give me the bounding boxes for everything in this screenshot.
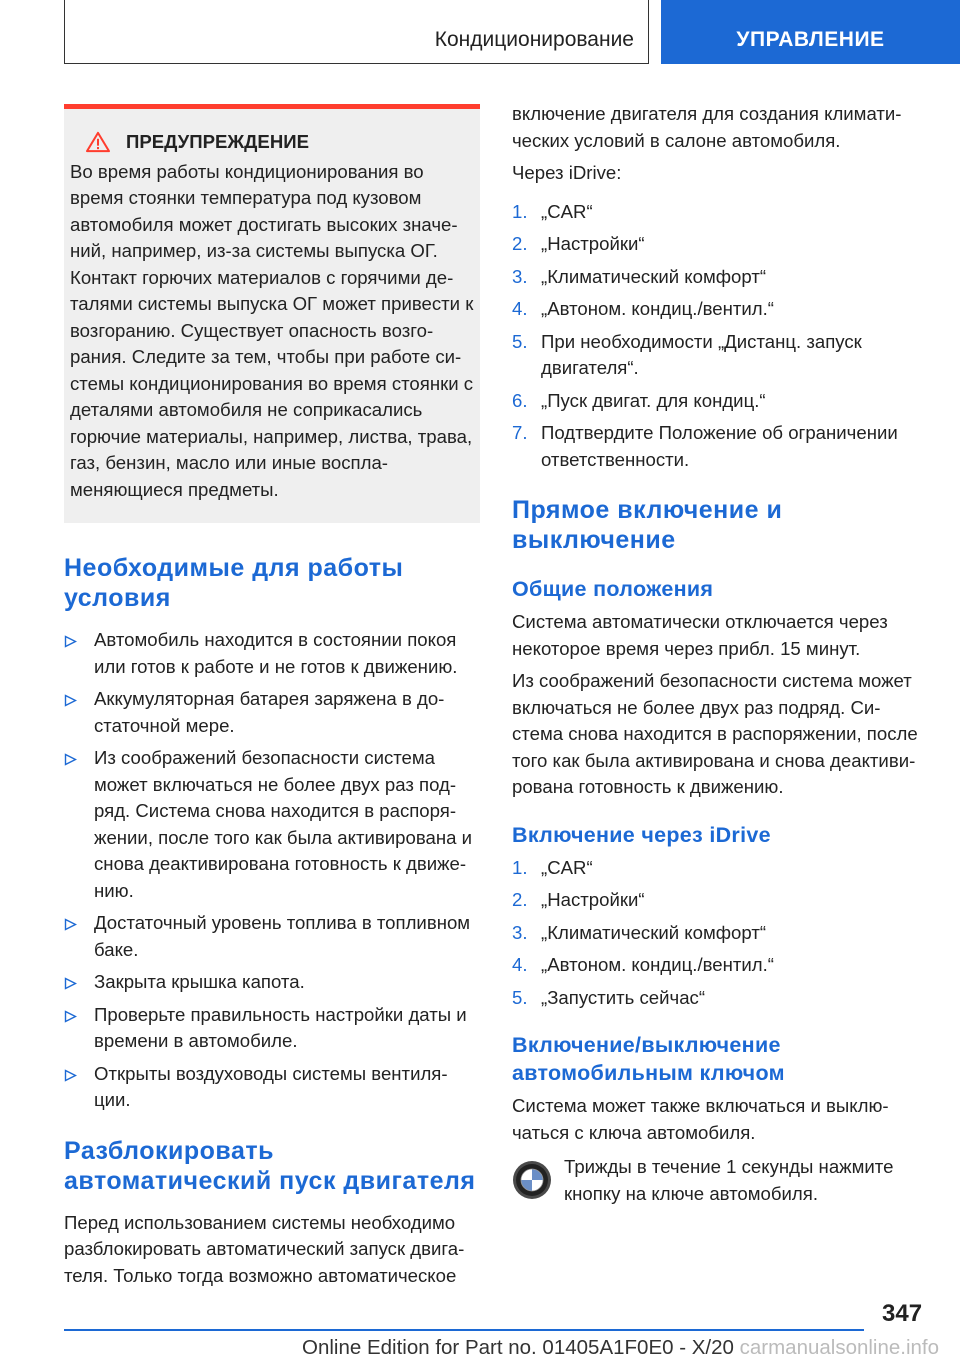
direct-heading: Прямое включение и выключение [512, 496, 783, 554]
list-item: 7. Подтвердите Положение об ограничении ответственности. [512, 422, 898, 470]
footer-watermark: carmanualsonline.info [739, 1336, 940, 1359]
triangle-bullet-icon [64, 977, 77, 990]
footer-edition-text: Online Edition for Part no. 01405A1F0E0 - X/20 [302, 1336, 734, 1359]
general-heading: Общие положения [512, 577, 714, 601]
triangle-bullet-icon [64, 694, 77, 707]
warning-text: Во время работы кондиционирования во время стоянки температура под кузовом автомобиля может достигать высоких значе-ний, например, из-за системы выпуска ОГ. Контакт горючих материалов с горячими де-талями системы выпуска ОГ может привести к возгоранию. Существует опасность возго-рания. Следите за тем, чтобы при работе си-стемы кондиционирования во время стоянки с деталями автомобиля не соприкасались горючие материалы, например, листва, трава, газ, бензин, масло или иные воспла-меняющиеся предметы. [70, 160, 474, 500]
triangle-bullet-icon [64, 918, 77, 931]
unlock-text: Перед использованием системы необходимо разблокировать автоматический запуск двига-теля. Только тогда возможно автоматическое [64, 1211, 465, 1286]
list-item: 5. При необходимости „Дистанц. запуск двигателя“. [512, 330, 862, 378]
general-text-1: Система автоматически отключается через некоторое время через прибл. 15 минут. [512, 611, 888, 659]
list-item: 1. „CAR“ [512, 856, 593, 878]
unlock-via: Через iDrive: [512, 162, 622, 183]
list-item: 3. „Климатический комфорт“ [512, 921, 767, 943]
triangle-bullet-icon [64, 753, 77, 766]
page-number: 347 [882, 1300, 923, 1327]
header-section-box [64, 0, 649, 64]
unlock-steps [512, 199, 930, 474]
unlock-continuation: включение двигателя для создания климати-ческих условий в салоне автомобиля. [512, 103, 902, 151]
list-item: 3. „Климатический комфорт“ [512, 265, 767, 287]
warning-triangle-icon [84, 131, 112, 153]
list-item: Автомобиль находится в состоянии покоя или готов к работе и не готов к движению. [64, 627, 480, 680]
list-item: Проверьте правильность настройки даты и времени в автомобиле. [64, 1002, 480, 1055]
list-item: Аккумуляторная батарея заряжена в до-статочной мере. [64, 686, 480, 739]
warning-title: ПРЕДУПРЕЖДЕНИЕ [126, 131, 310, 152]
list-item: 4. „Автоном. кондиц./вентил.“ [512, 298, 774, 319]
triangle-bullet-icon [64, 1010, 77, 1023]
footer-edition [302, 1336, 939, 1360]
footer-divider [64, 1329, 864, 1331]
list-item: Из соображений безопасности система может включаться не более двух раз под-ряд. Система снова находится в распоря-жении, после того как была активирована и снова деактивирована готовность к движе-нию. [64, 745, 480, 904]
header-chapter-tab [661, 0, 960, 64]
idrive-heading: Включение через iDrive [512, 822, 771, 847]
list-item: Закрыта крышка капота. [64, 969, 480, 996]
conditions-heading: Необходимые для работы условия [64, 554, 404, 612]
key-text: Система может также включаться и выклю-чаться с ключа автомобиля. [512, 1095, 889, 1143]
list-item: 5. „Запустить сейчас“ [512, 986, 706, 1008]
right-column [512, 101, 930, 1207]
header-chapter-title: УПРАВЛЕНИЕ [736, 28, 885, 51]
list-item: Открыты воздуховоды системы вентиля-ции. [64, 1061, 480, 1114]
idrive-steps [512, 855, 930, 1012]
warning-header [70, 129, 474, 156]
bmw-key-button-icon [512, 1160, 552, 1200]
unlock-heading: Разблокировать автоматический пуск двигателя [64, 1136, 476, 1195]
header-section-title: Кондиционирование [434, 28, 634, 51]
list-item: Достаточный уровень топлива в топливном баке. [64, 910, 480, 963]
warning-box [64, 104, 480, 523]
list-item: 2. „Настройки“ [512, 233, 645, 254]
conditions-list [64, 627, 480, 1114]
list-item: 2. „Настройки“ [512, 889, 645, 910]
list-item: 6. „Пуск двигат. для кондиц.“ [512, 389, 766, 411]
list-item: 4. „Автоном. кондиц./вентил.“ [512, 954, 774, 975]
key-instruction: Трижды в течение 1 секунды нажмите кнопку на ключе автомобиля. [564, 1156, 894, 1204]
triangle-bullet-icon [64, 635, 77, 648]
key-instruction-row [512, 1154, 930, 1207]
list-item: 1. „CAR“ [512, 200, 593, 222]
key-heading: Включение/выключение автомобильным ключом [512, 1033, 785, 1085]
triangle-bullet-icon [64, 1069, 77, 1082]
left-column [64, 104, 480, 1295]
general-text-2: Из соображений безопасности система может включаться не более двух раз подряд. Си-стема снова находится в распоряжении, после того как была активирована и снова деактиви-рована готовность к движению. [512, 670, 918, 797]
